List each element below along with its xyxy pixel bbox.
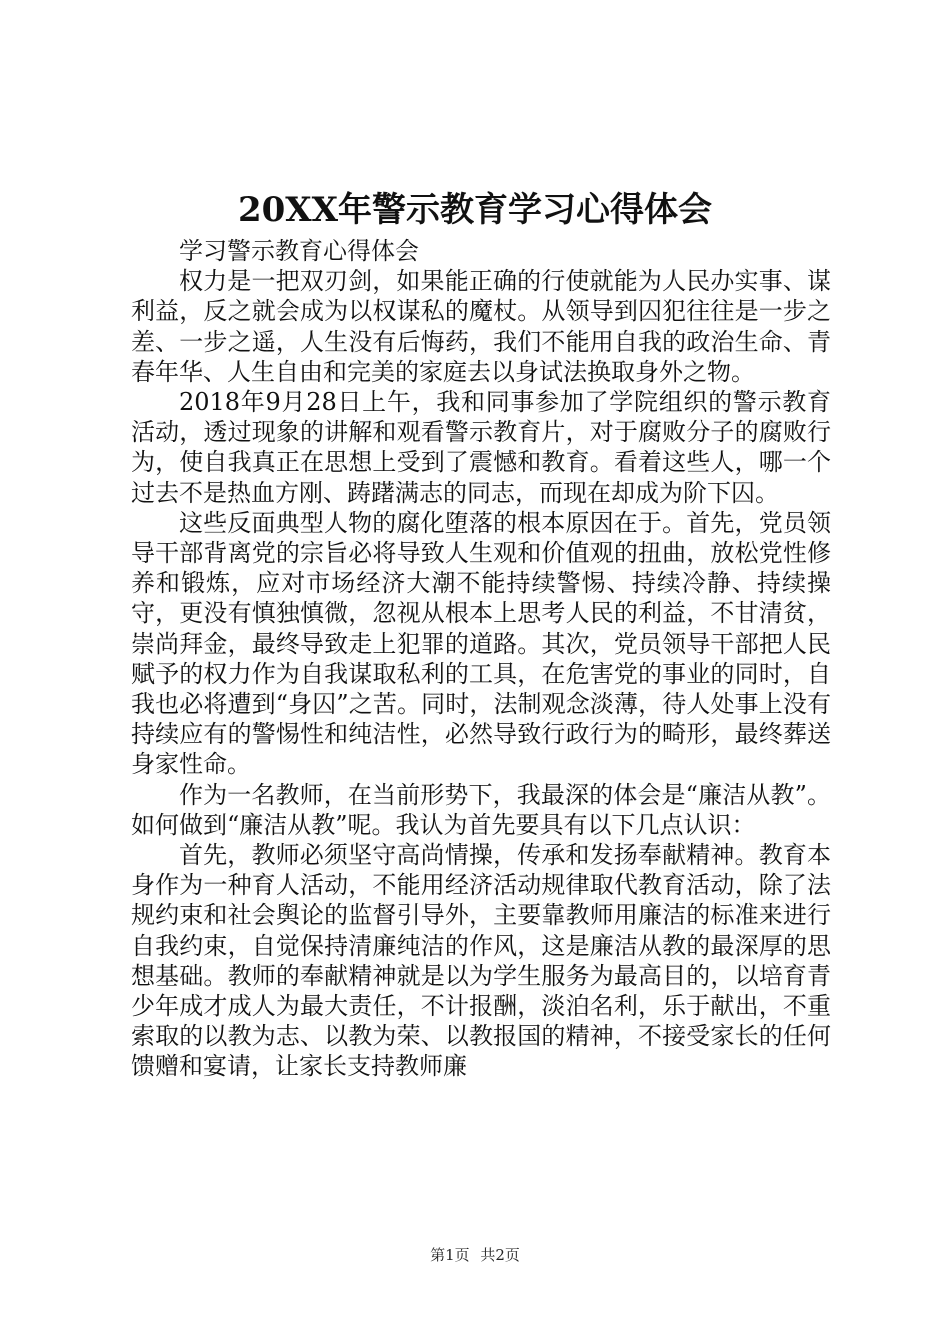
paragraph: 首先，教师必须坚守高尚情操，传承和发扬奉献精神。教育本身作为一种育人活动，不能用经济活动规律取代教育活动，除了法规约束和社会舆论的监督引导外，主要靠教师用廉洁的标准来进行自我约束，自觉保持清廉纯洁的作风，这是廉洁从教的最深厚的思想基础。教师的奉献精神就是以为学生服务为最高目的，以培育青少年成才成人为最大责任，不计报酬，淡泊名利，乐于献出，不重索取的以教为志、以教为荣、以教报国的精神，不接受家长的任何馈赠和宴请，让家长支持教师廉 (131, 841, 831, 1081)
page-total: 共2页 (480, 1246, 520, 1264)
paragraph: 权力是一把双刃剑，如果能正确的行使就能为人民办实事、谋利益，反之就会成为以权谋私的魔杖。从领导到囚犯往往是一步之差、一步之遥，人生没有后悔药，我们不能用自我的政治生命、青春年华、人生自由和完美的家庭去以身试法换取身外之物。 (131, 267, 831, 386)
paragraph: 作为一名教师，在当前形势下，我最深的体会是“廉洁从教”。如何做到“廉洁从教”呢。我认为首先要具有以下几点认识： (131, 780, 831, 839)
page-footer (0, 1245, 950, 1265)
paragraph: 2018年9月28日上午，我和同事参加了学院组织的警示教育活动，透过现象的讲解和观看警示教育片，对于腐败分子的腐败行为，使自我真正在思想上受到了震憾和教育。看着这些人，哪一个过去不是热血方刚、踌躇满志的同志，而现在却成为阶下囚。 (131, 388, 831, 507)
paragraph-subtitle: 学习警示教育心得体会 (179, 237, 419, 265)
document-title: 20XX年警示教育学习心得体会 (237, 190, 713, 230)
page-number: 第1页 (430, 1246, 470, 1264)
document-body (131, 236, 831, 1082)
paragraph: 这些反面典型人物的腐化堕落的根本原因在于。首先，党员领导干部背离党的宗旨必将导致人生观和价值观的扭曲，放松党性修养和锻炼，应对市场经济大潮不能持续警惕、持续冷静、持续操守，更没有慎独慎微，忽视从根本上思考人民的利益，不甘清贫，崇尚拜金，最终导致走上犯罪的道路。其次，党员领导干部把人民赋予的权力作为自我谋取私利的工具，在危害党的事业的同时，自我也必将遭到“身囚”之苦。同时，法制观念淡薄，待人处事上没有持续应有的警惕性和纯洁性，必然导致行政行为的畸形，最终葬送身家性命。 (131, 508, 831, 779)
